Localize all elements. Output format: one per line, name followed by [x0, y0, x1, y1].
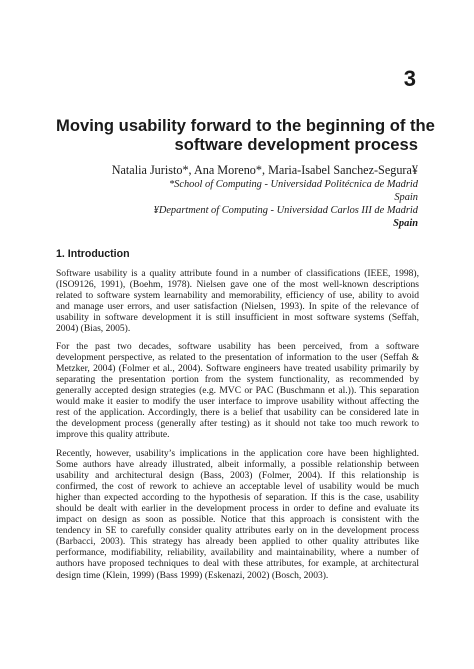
affiliation-1-line-1: *School of Computing - Universidad Politécnica de Madrid [168, 179, 418, 190]
paragraph-line: confirmed, the cost of rework to achieve an acceptable level of usability would be much [56, 481, 419, 493]
paragraph-line: design time (Klein, 1999) (Bass 1999) (Eskenazi, 2002) (Bosch, 2003). [56, 569, 329, 581]
paragraph-line: development perspective, as related to the presentation of information to the user (Seffah & [56, 352, 419, 364]
section-heading: 1. Introduction [56, 248, 130, 260]
paragraph-line: would make it easier to modify the user interface to improve usability without affecting the [56, 396, 419, 408]
paragraph-line: For the past two decades, software usability has been perceived, from a software [56, 341, 419, 352]
paragraph-line: Software usability is a quality attribute found in a number of classifications (IEEE, 1998), [56, 268, 419, 279]
paragraph-line: generally accepted design strategies (e.g. MVC or PAC (Buschmann et al.)). This separation [56, 385, 419, 397]
affiliation-1-line-2: Spain [394, 192, 418, 203]
paragraph-line: impact on design as soon as possible. Notice that this approach is consistent with the [56, 514, 419, 526]
chapter-title [56, 116, 435, 154]
affiliation-2-line-1: ¥Department of Computing - Universidad Carlos III de Madrid [153, 205, 418, 216]
paragraph-line: and manage user errors, and user satisfaction (Nielsen, 1993). In spite of the relevance of [56, 301, 419, 313]
paragraph-line: 2004) (Bias, 2005). [56, 323, 131, 335]
paragraph-line: Recently, however, usability’s implications in the application core have been highlighted. [56, 448, 419, 459]
paragraph-line: performance, modifiability, reliability, availability and maintainability, where a number of [56, 547, 419, 559]
paragraph-line: the development process (generally after testing) as it should not take too much rework to [56, 418, 419, 430]
paragraph-line: (Barbacci, 2003). This strategy has already been applied to other quality attributes like [56, 536, 419, 548]
paragraph-line: higher than expected according to the hypothesis of separation. If this is the case, usability [56, 492, 419, 504]
author-names: Natalia Juristo*, Ana Moreno*, Maria-Isabel Sanchez-Segura¥ [111, 163, 418, 177]
paragraph-line: should be dealt with earlier in the development process in order to define and evaluate its [56, 503, 419, 515]
paragraph-line: usability in software development it is still insufficient in most software systems (Seffah, [56, 312, 419, 324]
paragraph-line: usability and architectural design (Bass, 2003) (Folmer, 2004). If this relationship is [56, 470, 419, 482]
paragraph-line: separating the presentation portion from the system functionality, as recommended by [56, 374, 419, 386]
paragraph-line: Some authors have already illustrated, albeit informally, a possible relationship between [56, 459, 419, 471]
paragraph-line: tendency in SE to carefully consider quality attributes early on in the development process [56, 525, 419, 537]
paragraph-line: rest of the application. Accordingly, there is a belief that usability can be considered late in [56, 407, 419, 419]
paragraph-2 [56, 341, 419, 440]
paragraph-line: related to software system learnability and memorability, efficiency of use, ability to avoid [56, 290, 419, 302]
chapter-title-line-2: software development process [174, 135, 418, 154]
paragraph-3 [56, 448, 419, 581]
paragraph-line: improve this quality attribute. [56, 429, 170, 441]
paragraph-1 [56, 268, 419, 334]
chapter-title-line-1: Moving usability forward to the beginning of the [56, 116, 435, 135]
author-block [112, 164, 418, 230]
paragraph-line: authors have proposed techniques to deal with these attributes, for example, at architectural [56, 558, 419, 570]
paragraph-line: Metzker, 2004) (Folmer et al., 2004). Software engineers have treated usability primarily by [56, 363, 419, 375]
chapter-number: 3 [403, 66, 416, 91]
paragraph-line: (ISO9126, 1991), (Boehm, 1978). Nielsen gave one of the most well-known descriptions [56, 279, 419, 291]
affiliation-2-line-2: Spain [393, 218, 418, 229]
